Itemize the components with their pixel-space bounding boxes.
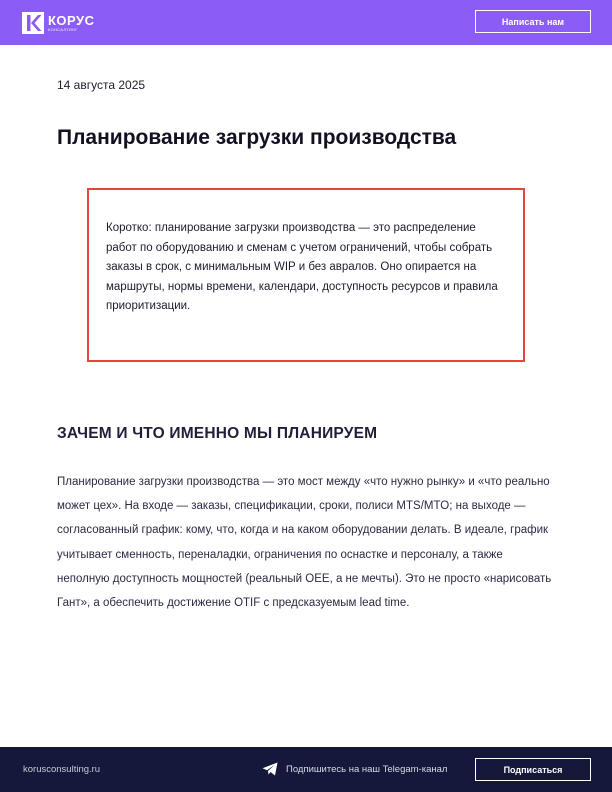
article-date: 14 августа 2025	[57, 78, 146, 92]
korus-logo-icon	[22, 12, 44, 34]
korus-logo[interactable]	[22, 11, 95, 35]
logo-wordmark	[48, 14, 95, 32]
article-body-paragraph: Планирование загрузки производства — это мост между «что нужно рынку» и «что реально может цех». На входе — заказы, спецификации, сроки, полиси MTS/MTO; на выходе — согласованный график: кому, что, когда и на каком оборудовании делать. В идеале, график учитывает сменность, переналадки, ограничения по оснастке и персоналу, а также неполную доступность мощностей (реальный OEE, а не мечты). Это не просто «нарисовать Гант», а обеспечить достижение OTIF с предсказуемым lead time.	[57, 476, 552, 610]
summary-text: Коротко: планирование загрузки производства — это распределение работ по оборудованию и сменам с учетом ограничений, чтобы собрать заказы в срок, с минимальным WIP и без авралов. Оно опирается на маршруты, нормы времени, календари, доступность ресурсов и правила приоритизации.	[106, 222, 498, 313]
contact-us-button[interactable]: Написать нам	[475, 10, 591, 33]
subscribe-button[interactable]: Подписаться	[475, 758, 591, 781]
footer-site-link[interactable]: korusconsulting.ru	[23, 764, 101, 775]
top-bar	[0, 0, 612, 45]
footer-bar	[0, 747, 612, 792]
logo-name: КОРУС	[48, 13, 95, 28]
article-title: Планирование загрузки производства	[57, 126, 457, 149]
telegram-icon[interactable]	[262, 762, 278, 776]
summary-callout	[87, 188, 525, 362]
telegram-subscribe-text[interactable]: Подпишитесь на наш Telegam-канал	[286, 764, 448, 775]
section-heading: ЗАЧЕМ И ЧТО ИМЕННО МЫ ПЛАНИРУЕМ	[57, 425, 378, 442]
logo-subtitle: КОНСАЛТИНГ	[48, 27, 78, 32]
